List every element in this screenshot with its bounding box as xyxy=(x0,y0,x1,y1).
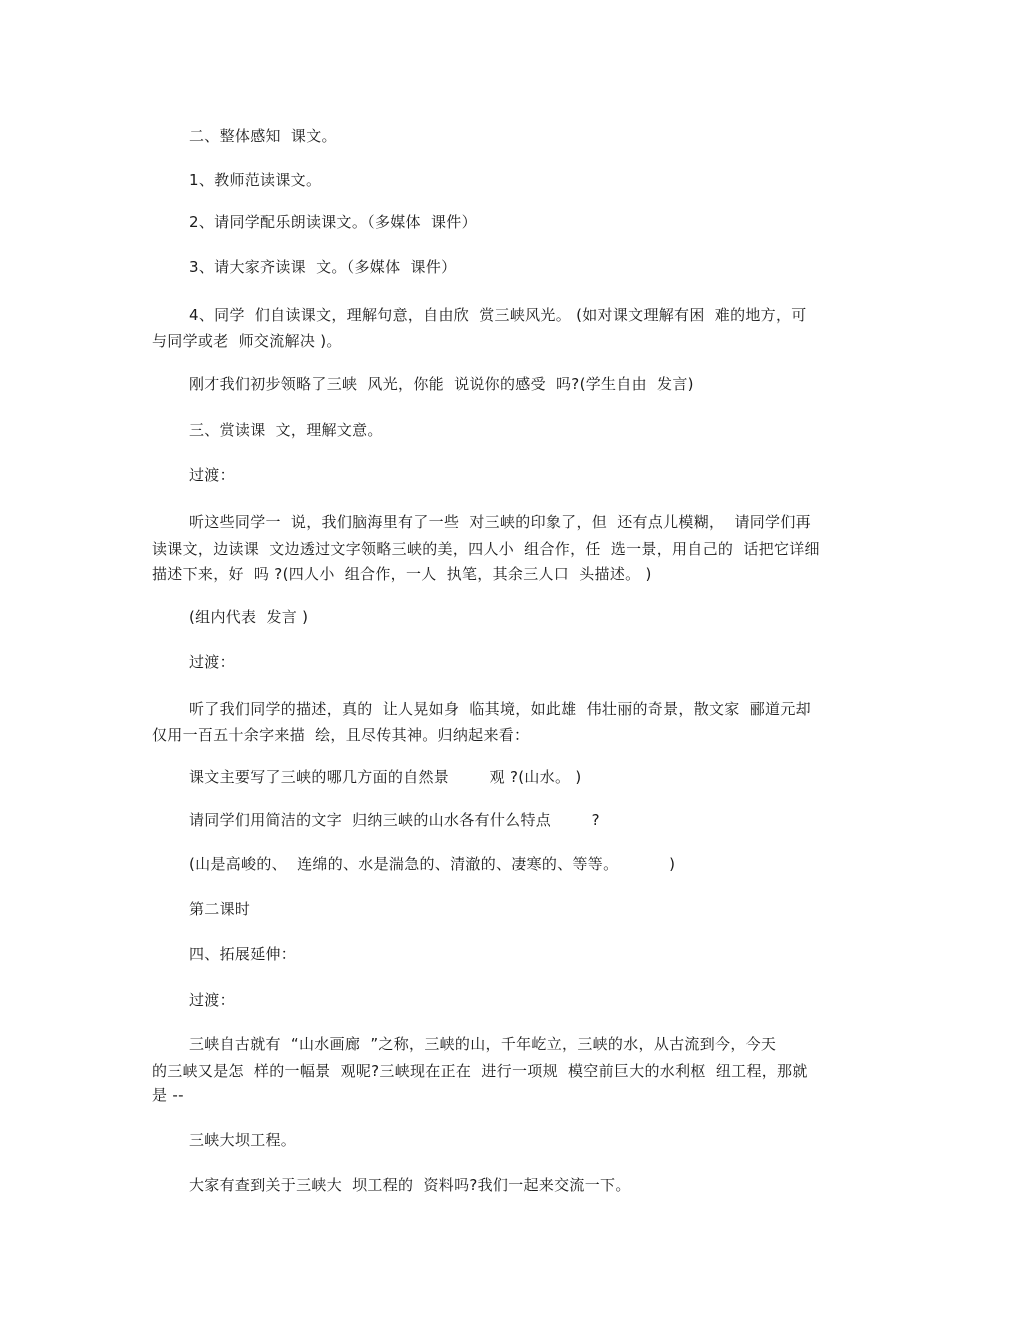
section-heading-extension: 四、拓展延伸： xyxy=(189,945,297,963)
transition-label-2: 过渡： xyxy=(189,653,235,671)
step-4-self-reading-line-2: 与同学或老 师交流解决 )。 xyxy=(152,332,342,350)
paragraph-group-work-line-3: 描述下来，好 吗 ?(四人小 组合作，一人 执笔，其余三人口 头描述。 ) xyxy=(152,565,652,583)
answer-characteristics: (山是高峻的、 连绵的、水是湍急的、清澈的、凄寒的、等等。 ) xyxy=(189,855,676,873)
paragraph-three-gorges-line-2: 的三峡又是怎 样的一幅景 观呢?三峡现在正在 进行一项规 模空前巨大的水利枢 纽工程，那就 xyxy=(152,1062,808,1080)
transition-label-3: 过渡： xyxy=(189,991,235,1009)
question-characteristics: 请同学们用简洁的文字 归纳三峡的山水各有什么特点 ? xyxy=(189,811,600,829)
group-representative-note: (组内代表 发言 ) xyxy=(189,608,309,626)
paragraph-three-gorges-line-3: 是 -- xyxy=(152,1086,184,1104)
paragraph-first-impression: 刚才我们初步领略了三峡 风光，你能 说说你的感受 吗?(学生自由 发言) xyxy=(189,375,694,393)
paragraph-description-line-1: 听了我们同学的描述，真的 让人晃如身 临其境，如此雄 伟壮丽的奇景，散文家 郦道元却 xyxy=(189,700,811,718)
transition-label-1: 过渡： xyxy=(189,466,235,484)
dam-project-heading: 三峡大坝工程。 xyxy=(189,1131,297,1149)
section-heading-appreciative-reading: 三、赏读课 文，理解文意。 xyxy=(189,421,383,439)
paragraph-description-line-2: 仅用一百五十余字来描 绘，且尽传其神。归纳起来看： xyxy=(152,726,530,744)
step-4-self-reading-line-1: 4、同学 们自读课文，理解句意，自由欣 赏三峡风光。 (如对课文理解有困 难的地方，可 xyxy=(189,306,807,324)
step-2-music-reading: 2、请同学配乐朗读课文。（多媒体 课件） xyxy=(189,213,477,231)
paragraph-group-work-line-1: 听这些同学一 说，我们脑海里有了一些 对三峡的印象了，但 还有点儿模糊， 请同学们再 xyxy=(189,513,811,531)
section-heading-overall-perception: 二、整体感知 课文。 xyxy=(189,127,337,145)
step-3-group-reading: 3、请大家齐读课 文。（多媒体 课件） xyxy=(189,258,457,276)
paragraph-group-work-line-2: 读课文，边读课 文边透过文字领略三峡的美，四人小 组合作，任 选一景，用自己的 话把它详细 xyxy=(152,540,820,558)
step-1-teacher-reading: 1、教师范读课文。 xyxy=(189,171,322,189)
paragraph-three-gorges-line-1: 三峡自古就有 “山水画廊 ”之称，三峡的山，千年屹立，三峡的水，从古流到今，今天 xyxy=(189,1035,777,1053)
lesson-two-heading: 第二课时 xyxy=(189,900,251,918)
paragraph-dam-discussion: 大家有查到关于三峡大 坝工程的 资料吗?我们一起来交流一下。 xyxy=(189,1176,631,1194)
question-natural-scenery: 课文主要写了三峡的哪几方面的自然景 观 ?(山水。 ) xyxy=(189,768,582,786)
